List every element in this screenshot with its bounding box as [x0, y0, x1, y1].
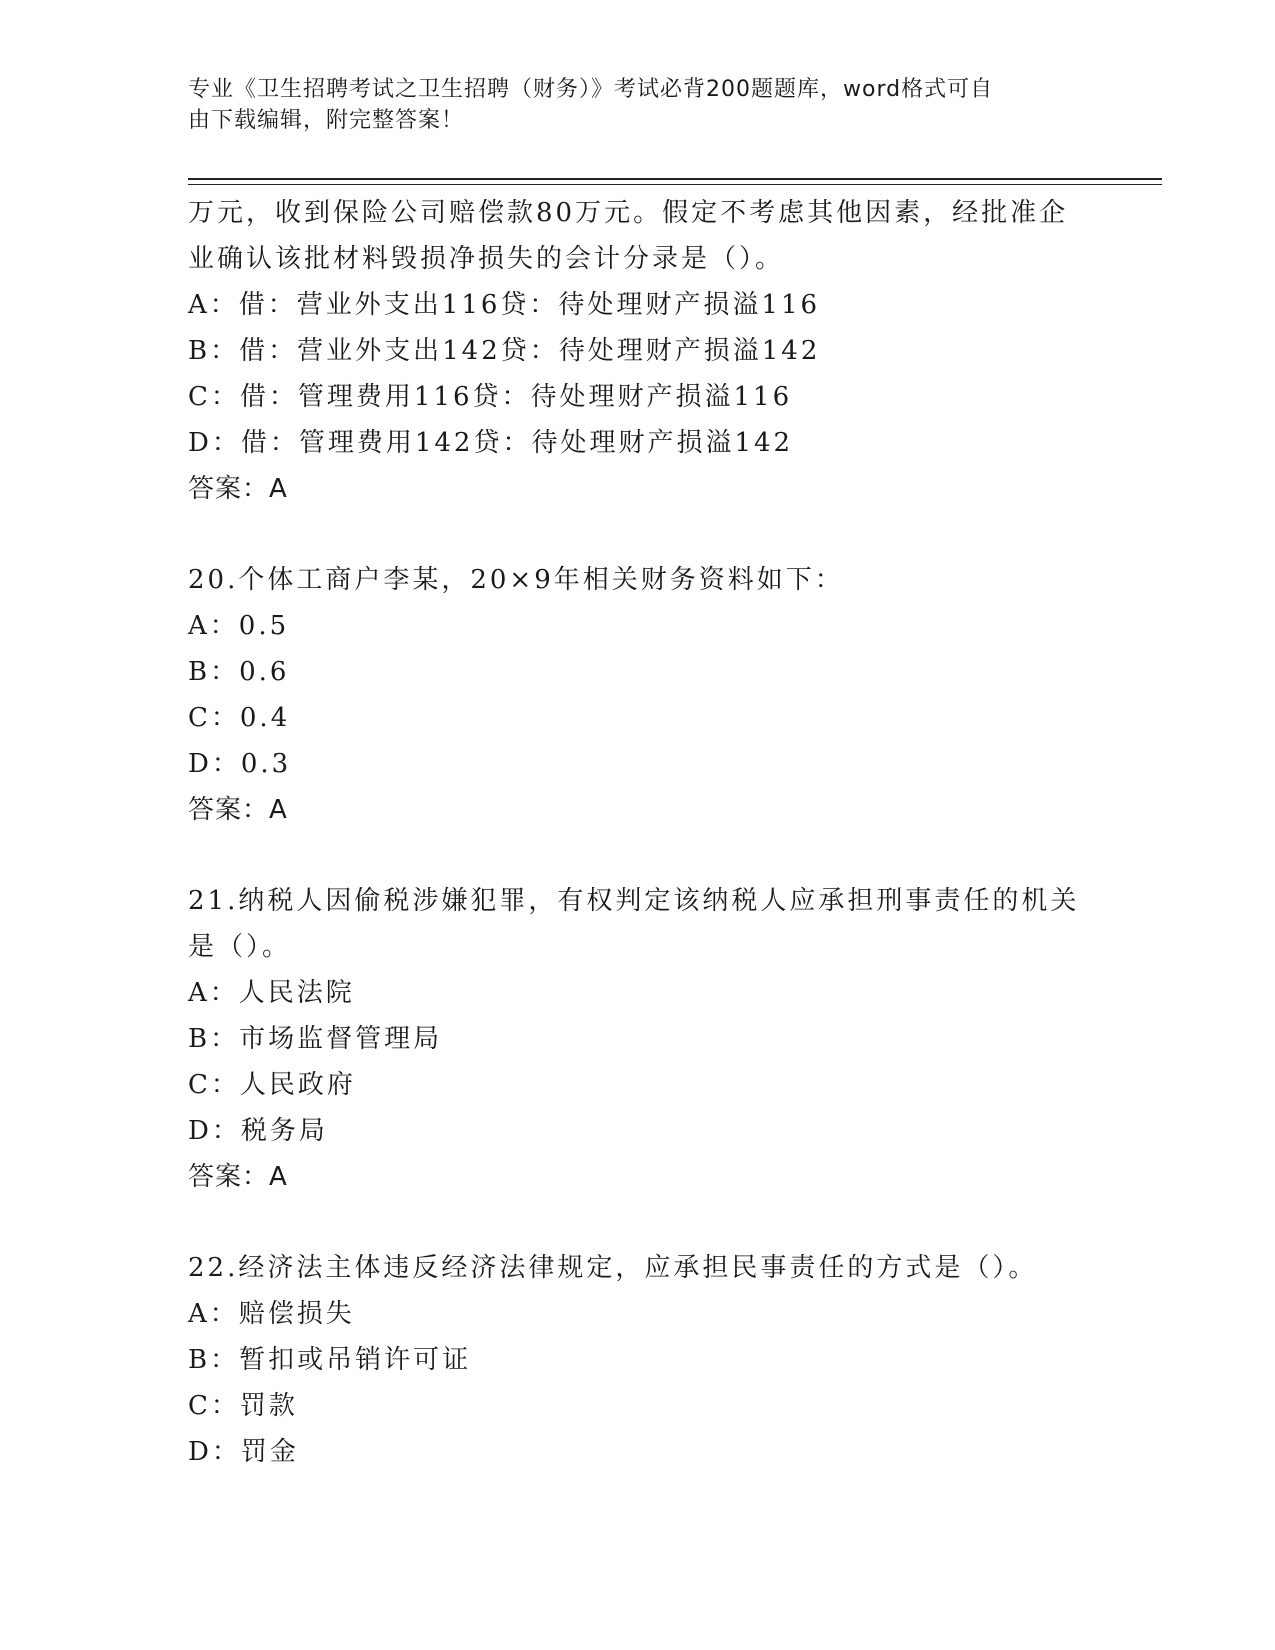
document-header [188, 74, 1068, 136]
question-stem-line: 业确认该批材料毁损净损失的会计分录是（）。 [188, 244, 785, 274]
question-stem-line: 万元，收到保险公司赔偿款80万元。假定不考虑其他因素，经批准企 [188, 198, 1069, 228]
question-22-block [188, 1245, 1088, 1475]
option-a: A：借：营业外支出116贷：待处理财产损溢116 [188, 290, 821, 320]
answer-line: 答案：A [188, 1162, 288, 1192]
header-divider-thin [188, 184, 1162, 185]
option-a: A：人民法院 [188, 978, 355, 1008]
header-divider-thick [188, 178, 1162, 180]
option-b: B：暂扣或吊销许可证 [188, 1345, 472, 1375]
spacer [188, 512, 1088, 557]
question-stem: 22.经济法主体违反经济法律规定，应承担民事责任的方式是（）。 [188, 1253, 1038, 1283]
question-20-block [188, 557, 1088, 833]
question-stem: 20.个体工商户李某，20×9年相关财务资料如下： [188, 565, 844, 595]
option-c: C：人民政府 [188, 1070, 356, 1100]
spacer [188, 833, 1088, 878]
option-b: B：市场监督管理局 [188, 1024, 443, 1054]
option-a: A：赔偿损失 [188, 1299, 355, 1329]
option-a: A：0.5 [188, 611, 290, 641]
header-title-line-2: 由下载编辑，附完整答案！ [188, 108, 465, 133]
answer-line: 答案：A [188, 795, 288, 825]
option-c: C：0.4 [188, 703, 291, 733]
spacer [188, 1200, 1088, 1245]
question-stem-line: 是（）。 [188, 932, 292, 962]
option-b: B：借：营业外支出142贷：待处理财产损溢142 [188, 336, 821, 366]
question-19-block [188, 190, 1088, 512]
option-d: D：罚金 [188, 1437, 299, 1467]
option-c: C：罚款 [188, 1391, 298, 1421]
option-d: D：税务局 [188, 1116, 328, 1146]
question-stem-line: 21.纳税人因偷税涉嫌犯罪，有权判定该纳税人应承担刑事责任的机关 [188, 886, 1080, 916]
option-d: D：0.3 [188, 749, 292, 779]
option-d: D：借：管理费用142贷：待处理财产损溢142 [188, 428, 794, 458]
answer-line: 答案：A [188, 474, 288, 504]
option-b: B：0.6 [188, 657, 290, 687]
question-21-block [188, 878, 1088, 1200]
question-list [188, 190, 1088, 1475]
option-c: C：借：管理费用116贷：待处理财产损溢116 [188, 382, 793, 412]
header-title-line-1: 专业《卫生招聘考试之卫生招聘（财务）》考试必背200题题库，word格式可自 [188, 77, 994, 102]
